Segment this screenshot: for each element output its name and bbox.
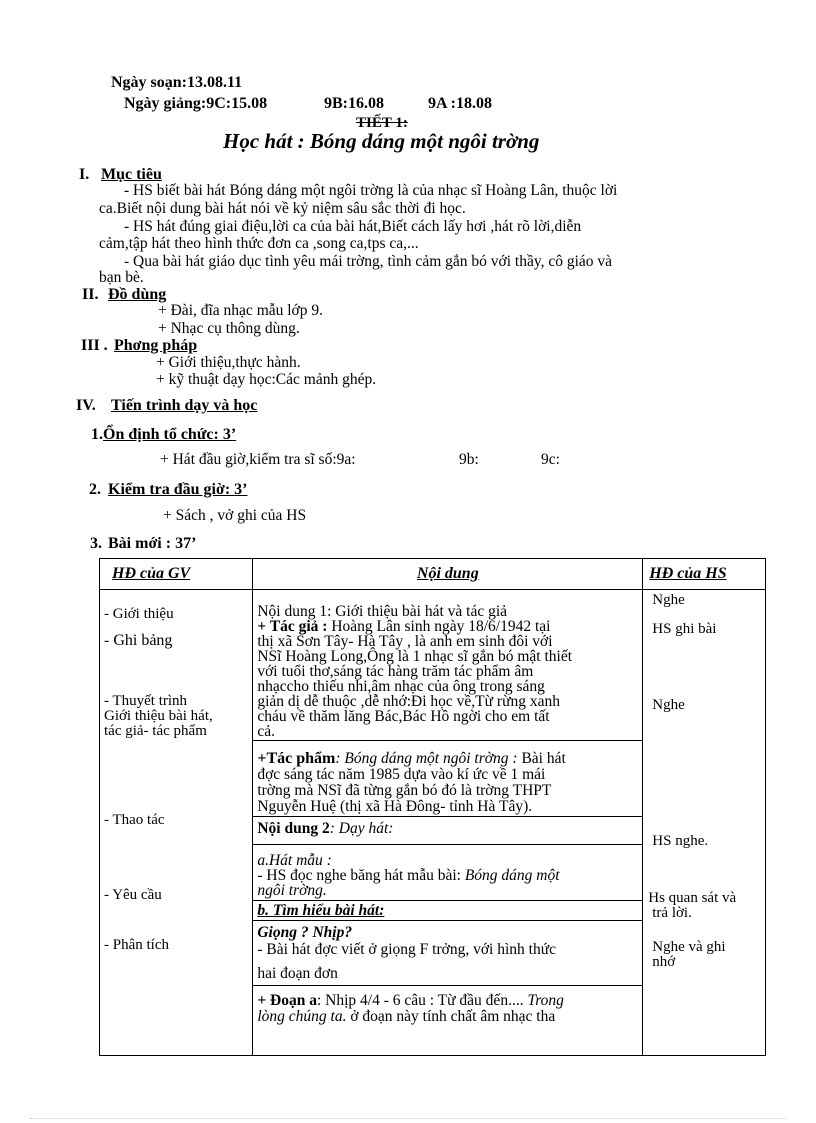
section1-number: I.	[79, 166, 90, 183]
key-line: hai đoạn đơn	[257, 965, 338, 982]
section1-line: ca.Biết nội dung bài hát nói về kỷ niệm sâu sắc thời đi học.	[99, 200, 466, 217]
listen-line	[257, 868, 559, 883]
work-line: Nguyễn Huệ (thị xã Hà Đông- tỉnh Hà Tây).	[257, 798, 533, 815]
divider	[253, 816, 642, 817]
section1-line: bạn bè.	[99, 269, 144, 286]
section1-line: - HS biết bài hát Bóng dáng một ngôi trờng là của nhạc sĩ Hoàng Lân, thuộc lời	[124, 182, 618, 199]
header-content: Nội dung	[253, 559, 643, 590]
header-hs: HĐ của HS	[643, 559, 766, 590]
author-line: giản dị dễ thuộc ,dễ nhớ:Đi học về,Từ rừng xanh	[257, 693, 560, 710]
sub1-line: + Hát đầu giờ,kiểm tra sĩ số:9a:	[160, 451, 356, 468]
section3-line: + kỹ thuật dạy học:Các mảnh ghép.	[156, 371, 377, 388]
section-a-text: : Nhịp 4/4 - 6 câu : Từ đầu đến....	[317, 992, 524, 1009]
section3-number: III .	[81, 337, 108, 354]
section3-heading: Phơng pháp	[114, 337, 198, 354]
sub3-heading: Bài mới : 37’	[108, 535, 197, 552]
section-a-text: ở đoạn này tính chất âm nhạc tha	[346, 1008, 556, 1025]
work-text: Bài hát	[517, 750, 566, 767]
gv-ghi-bang: - Ghi bảng	[104, 632, 173, 649]
hs-nghe: Nghe	[652, 592, 685, 608]
hs-ghi-bai: HS ghi bài	[652, 621, 717, 637]
page-title: Học hát : Bóng dáng một ngôi trờng	[223, 129, 540, 153]
section-a-label: + Đoạn a	[257, 992, 317, 1009]
section2-line: + Đài, đĩa nhạc mẫu lớp 9.	[158, 302, 324, 319]
sub3-number: 3.	[90, 535, 102, 552]
section4-number: IV.	[76, 397, 96, 414]
page-footer-rule	[30, 1118, 786, 1119]
divider	[253, 900, 642, 901]
section1-line: - HS hát đúng giai điệu,lời ca của bài hát,Biết cách lấy hơi ,hát rõ lời,diễn	[124, 218, 582, 235]
lesson-number: TIẾT 1:	[356, 115, 408, 131]
nd1-text: Nội dung 1: Giới thiệu bài hát và tác giả	[257, 603, 508, 620]
sample-song: a.Hát mẫu :	[257, 852, 332, 869]
section1-line: - Qua bài hát giáo dục tình yêu mái trờng, tình cảm gắn bó với thầy, cô giáo và	[124, 253, 613, 270]
content-cell	[253, 590, 643, 1056]
gv-thuyet-trinh: tác giả- tác phẩm	[104, 723, 207, 739]
sub1-9c: 9c:	[541, 451, 560, 468]
sub1-number: 1.	[91, 426, 103, 443]
song-name: ngôi trờng.	[257, 882, 327, 899]
lesson-table	[99, 558, 766, 1056]
divider	[253, 740, 642, 741]
gv-phan-tich: - Phân tích	[104, 937, 169, 953]
section-a-line	[257, 1009, 555, 1024]
author-line: nhạccho thiếu nhi,âm nhạc của ông trong sáng	[257, 678, 545, 695]
sub1-9b: 9b:	[459, 451, 479, 468]
author-line: với tuổi thơ,sáng tác hàng trăm tác phẩm âm	[257, 663, 534, 680]
hs-observe: trả lời.	[652, 905, 692, 921]
section2-line: + Nhạc cụ thông dùng.	[158, 320, 300, 337]
work-line: trờng mà NSĩ đã từng gắn bó đó là trờng THPT	[257, 782, 552, 799]
explore-heading: b. Tìm hiểu bài hát:	[257, 902, 385, 919]
hs-listen-note: Nghe và ghi	[652, 939, 726, 955]
section-a-italic: Trong	[527, 992, 564, 1009]
nd2-text: : Dạy hát:	[329, 820, 394, 837]
gv-thao-tac: - Thao tác	[104, 812, 165, 828]
header-gv: HĐ của GV	[100, 559, 253, 590]
hs-observe: Hs quan sát và	[648, 890, 737, 906]
section2-heading: Đồ dùng	[108, 286, 167, 303]
gv-yeu-cau: - Yêu cầu	[104, 887, 162, 903]
hs-listen: HS nghe.	[652, 833, 709, 849]
hs-nghe: Nghe	[652, 697, 685, 713]
nd2-line	[257, 820, 393, 838]
author-line: thị xã Sơn Tây- Hà Tây , là anh em sinh đôi với	[257, 633, 553, 650]
date-9b: 9B:16.08	[324, 95, 384, 112]
sub2-heading: Kiểm tra đầu giờ: 3’	[108, 481, 248, 498]
divider	[253, 920, 642, 921]
date-prepared: Ngày soạn:13.08.11	[111, 74, 243, 91]
gv-thuyet-trinh: Giới thiệu bài hát,	[104, 708, 213, 724]
section2-number: II.	[82, 286, 99, 303]
hs-cell	[643, 590, 766, 1056]
gv-cell	[100, 590, 253, 1056]
gv-thuyet-trinh: - Thuyết trình	[104, 693, 188, 709]
nd2-label: Nội dung 2	[257, 820, 330, 837]
listen-text: - HS đọc nghe băng hát mẫu bài:	[257, 867, 461, 884]
work-label: +Tác phẩm	[257, 750, 336, 767]
table-header-row	[100, 559, 766, 590]
hs-listen-note: nhớ	[652, 954, 676, 970]
section-a-italic: lòng chúng ta.	[257, 1008, 347, 1025]
key-question: Giọng ? Nhịp?	[257, 924, 353, 941]
author-label: + Tác giả :	[257, 618, 328, 635]
listen-song: Bóng dáng một	[464, 867, 560, 884]
section1-heading: Mục tiêu	[101, 166, 162, 183]
work-title: : Bóng dáng một ngôi trờng :	[335, 750, 518, 767]
section1-line: cảm,tập hát theo hình thức đơn ca ,song ca,tps ca,...	[99, 235, 419, 252]
author-line: cháu về thăm lăng Bác,Bác Hồ ngời cho em tất	[257, 708, 550, 725]
divider	[253, 844, 642, 845]
section3-line: + Giới thiệu,thực hành.	[156, 354, 301, 371]
author-line: NSĩ Hoàng Long,Ông là 1 nhạc sĩ gắn bó mật thiết	[257, 648, 573, 665]
section4-heading: Tiến trình dạy và học	[111, 397, 258, 414]
gv-gioi-thieu: - Giới thiệu	[104, 606, 174, 622]
date-teaching: Ngày giảng:9C:15.08	[124, 95, 268, 112]
section-a-line	[257, 993, 564, 1008]
sub1-heading: Ổn định tổ chức: 3’	[103, 426, 237, 443]
author-line: cả.	[257, 723, 275, 740]
sub2-number: 2.	[89, 481, 101, 498]
table-row	[100, 590, 766, 1056]
divider	[253, 985, 642, 986]
sub2-line: + Sách , vở ghi của HS	[163, 507, 307, 524]
key-line: - Bài hát đợc viết ở giọng F trởng, với hình thức	[257, 941, 556, 958]
author-text: Hoàng Lân sinh ngày 18/6/1942 tại	[327, 618, 551, 635]
date-9a: 9A :18.08	[428, 95, 492, 112]
work-line: đợc sáng tác năm 1985 dựa vào kí ức về 1 mái	[257, 766, 546, 783]
